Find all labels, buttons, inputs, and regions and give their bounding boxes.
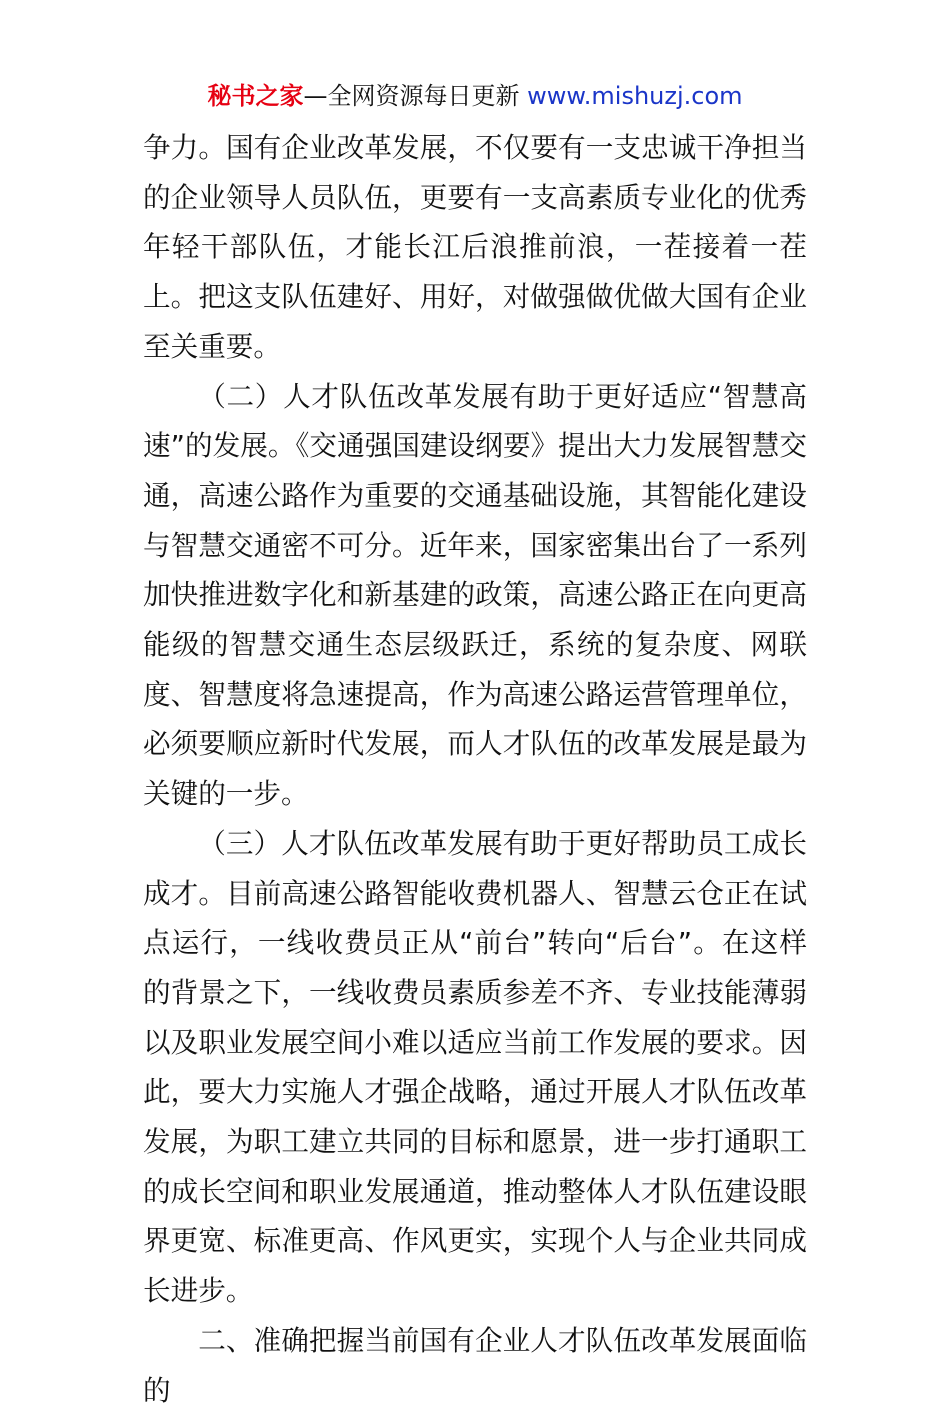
- brand-name: 秘书之家: [207, 82, 304, 110]
- paragraph-section-2: （二）人才队伍改革发展有助于更好适应“智慧高速”的发展。《交通强国建设纲要》提出大力发展智慧交通，高速公路作为重要的交通基础设施，其智能化建设与智慧交通密不可分。近年来，国家密集出台了一系列加快推进数字化和新基建的政策，高速公路正在向更高能级的智慧交通生态层级跃迁，系统的复杂度、网联度、智慧度将急速提高，作为高速公路运营管理单位，必须要顺应新时代发展，而人才队伍的改革发展是最为关键的一步。: [143, 379, 807, 811]
- document-body: [143, 123, 807, 1415]
- paragraph-continuation: 争力。国有企业改革发展，不仅要有一支忠诚干净担当的企业领导人员队伍，更要有一支高素质专业化的优秀年轻干部队伍，才能长江后浪推前浪，一茬接着一茬上。把这支队伍建好、用好，对做强做优做大国有企业至关重要。: [143, 131, 807, 363]
- header-tagline: —全网资源每日更新: [303, 82, 528, 110]
- paragraph-heading-two: 二、准确把握当前国有企业人才队伍改革发展面临的: [143, 1323, 807, 1407]
- paragraph-section-3: （三）人才队伍改革发展有助于更好帮助员工成长成才。目前高速公路智能收费机器人、智慧云仓正在试点运行，一线收费员正从“前台”转向“后台”。在这样的背景之下，一线收费员素质参差不齐、专业技能薄弱以及职业发展空间小难以适应当前工作发展的要求。因此，要大力实施人才强企战略，通过开展人才队伍改革发展，为职工建立共同的目标和愿景，进一步打通职工的成长空间和职业发展通道，推动整体人才队伍建设眼界更宽、标准更高、作风更实，实现个人与企业共同成长进步。: [143, 826, 807, 1308]
- page-header: [0, 80, 950, 112]
- site-url[interactable]: www.mishuzj.com: [527, 82, 743, 110]
